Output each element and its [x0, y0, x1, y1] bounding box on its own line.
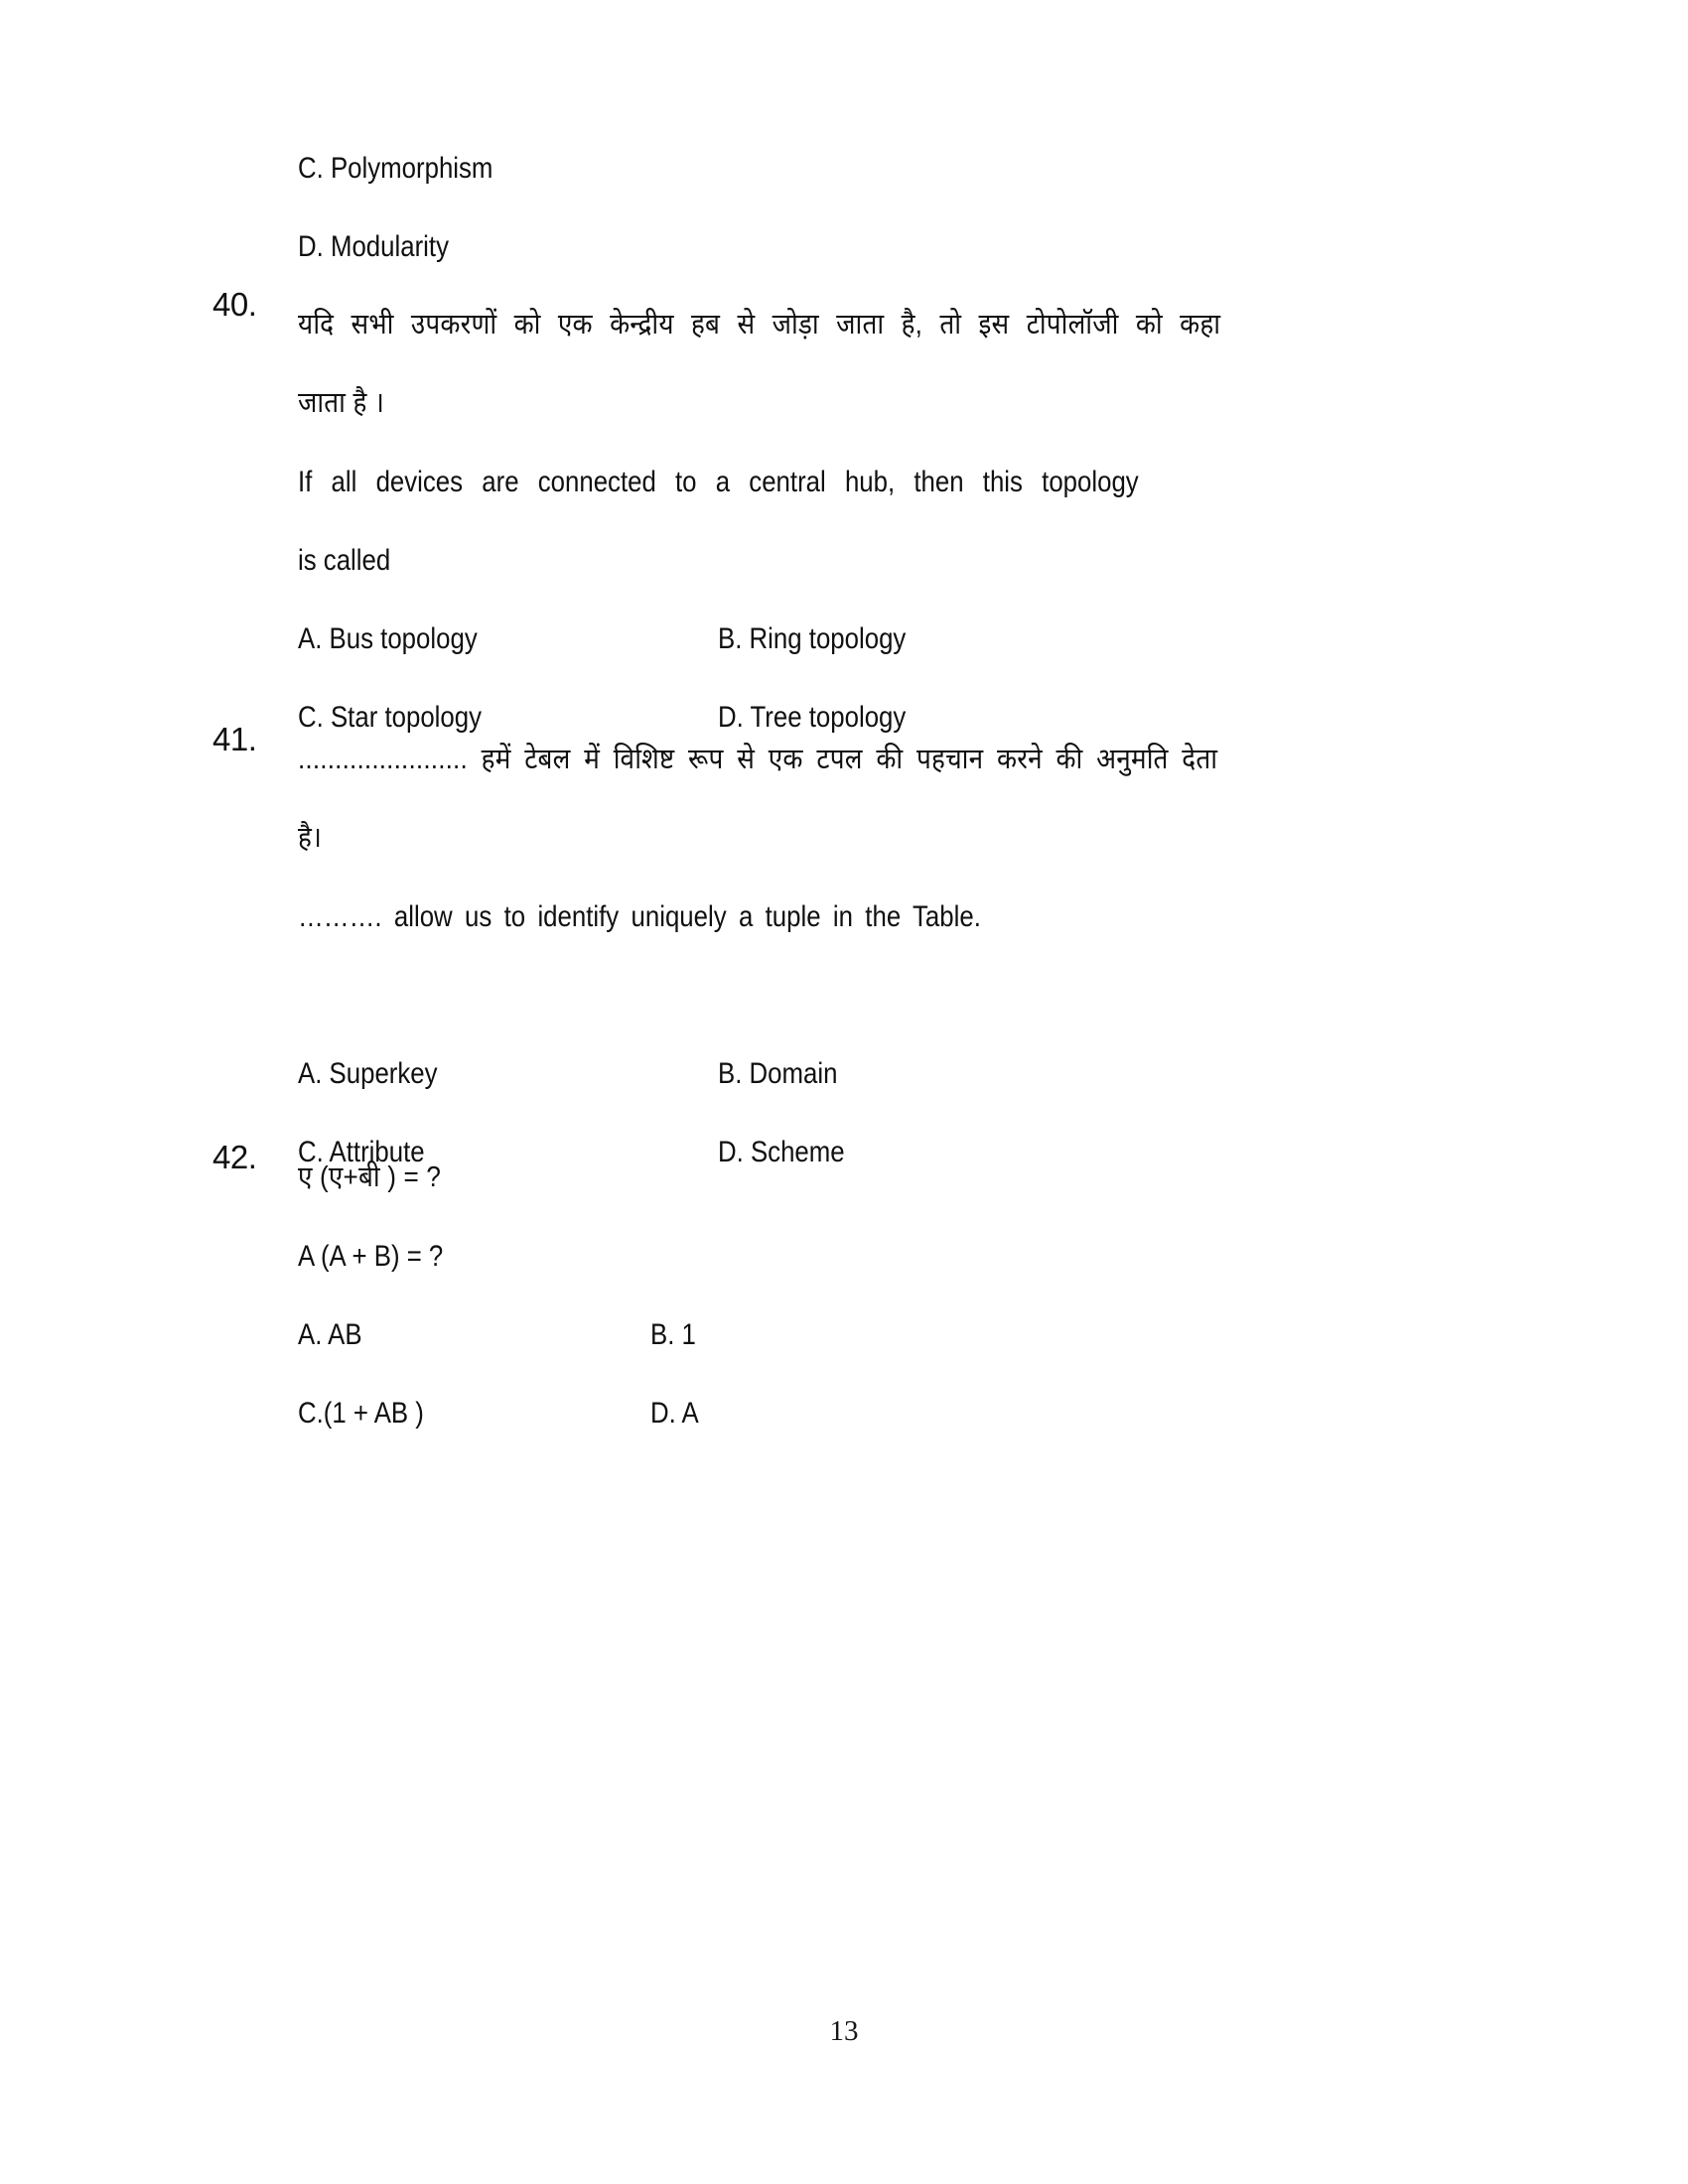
question-40-english-line-2: is called [298, 544, 391, 577]
question-40-option-row-1 [298, 600, 1460, 678]
question-42-option-d[interactable]: D. A [650, 1397, 699, 1430]
question-40-body [298, 286, 1460, 756]
question-41-option-d[interactable]: D. Scheme [718, 1136, 845, 1168]
question-40-option-c[interactable]: C. Star topology [298, 701, 483, 734]
question-40-english-line-1: If all devices are connected to a central hub, then this topology [298, 466, 1139, 498]
question-41-english-line-1: ………. allow us to identify uniquely a tuple in the Table. [298, 900, 981, 933]
question-41-option-b[interactable]: B. Domain [718, 1057, 838, 1090]
question-42-option-c[interactable]: C.(1 + AB ) [298, 1397, 424, 1430]
question-42-body [298, 1139, 1460, 1452]
question-40-option-b[interactable]: B. Ring topology [718, 622, 907, 655]
question-40-hindi-line-2: जाता है । [298, 387, 385, 419]
question-42-option-b[interactable]: B. 1 [650, 1318, 696, 1351]
question-41-hindi-line-1: ....................... हमें टेबल में विशिष्ट रूप से एक टपल की पहचान करने की अनुमति देता [298, 744, 1218, 775]
question-41-number: 41. [212, 721, 257, 757]
option-c-polymorphism: C. Polymorphism [298, 152, 493, 185]
question-41-blank-line [298, 956, 1460, 1034]
question-41-body [298, 721, 1460, 1191]
question-41-hindi-line-2: है। [298, 822, 323, 854]
question-42-hindi-line-1: ए (ए+बी ) = ? [298, 1161, 442, 1193]
question-42-option-row-1 [298, 1296, 1460, 1374]
carryover-options-body [298, 129, 1460, 286]
question-42-number: 42. [212, 1139, 257, 1175]
page-number: 13 [829, 2015, 859, 2047]
question-41-option-row-1 [298, 1034, 1460, 1113]
question-40-number: 40. [212, 286, 257, 323]
question-40-option-a[interactable]: A. Bus topology [298, 622, 478, 655]
question-42-option-a[interactable]: A. AB [298, 1318, 362, 1351]
question-42-english-line-1: A (A + B) = ? [298, 1240, 444, 1273]
question-40-hindi-line-1: यदि सभी उपकरणों को एक केन्द्रीय हब से जोड़ा जाता है, तो इस टोपोलॉजी को कहा [298, 309, 1221, 341]
question-42-option-row-2 [298, 1374, 1460, 1452]
option-d-modularity: D. Modularity [298, 230, 449, 263]
question-41-option-a[interactable]: A. Superkey [298, 1057, 438, 1090]
question-40-option-d[interactable]: D. Tree topology [718, 701, 907, 734]
question-41-option-c[interactable]: C. Attribute [298, 1136, 425, 1168]
